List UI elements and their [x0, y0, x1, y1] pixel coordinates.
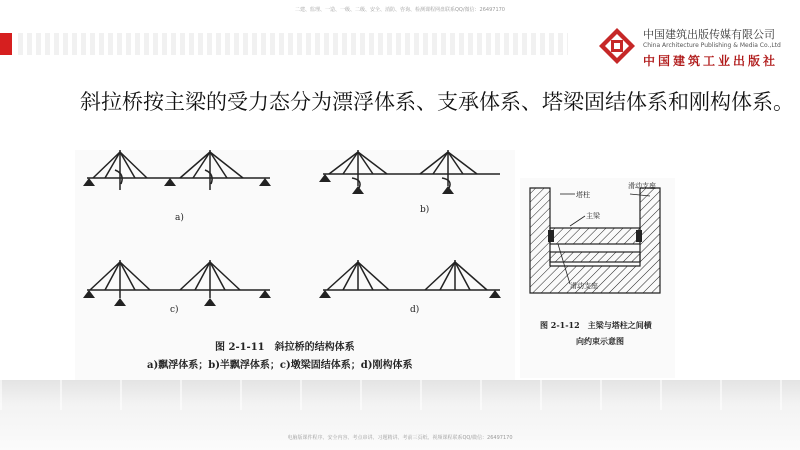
publisher-name-cn-calligraphy: 中国建筑工业出版社	[643, 54, 779, 68]
figure1-caption-sub: a)飘浮体系；b)半飘浮体系；c)墩梁固结体系；d)刚构体系	[147, 360, 413, 371]
bottom-watermark-note: 电脑版课件程序、安全内容、考点串讲、习题精讲、考前三页纸、视频课程联系QQ/微信：26497170	[287, 435, 513, 441]
diagram-d-rigid	[323, 260, 500, 290]
label-bearing-bottom: 滑动支座	[570, 282, 598, 290]
floor-lines	[0, 380, 800, 410]
decorative-stripes	[18, 33, 568, 55]
label-bearing-top: 滑动支座	[628, 182, 656, 190]
publisher-logo-icon	[597, 26, 637, 66]
diagram-a-floating	[87, 150, 270, 190]
label-tower: 塔柱	[576, 191, 590, 199]
slide-heading: 斜拉桥按主梁的受力态分为漂浮体系、支承体系、塔梁固结体系和刚构体系。	[80, 90, 794, 114]
figure1-caption-title: 图 2-1-11 斜拉桥的结构体系	[215, 342, 355, 353]
diagram-c-fixed	[87, 260, 270, 298]
accent-bar	[0, 33, 12, 55]
label-d: d)	[410, 305, 420, 315]
diagram-b-semi-floating	[323, 150, 500, 188]
label-girder: 主梁	[586, 212, 600, 220]
label-c: c)	[170, 305, 179, 315]
publisher-name-cn: 中国建筑出版传媒有限公司	[643, 28, 775, 41]
publisher-name-en: China Architecture Publishing & Media Co.,Ltd	[643, 42, 781, 49]
label-a: a)	[175, 213, 184, 223]
figure-lateral-restraint	[520, 178, 675, 378]
figure2-caption-line2: 向约束示意图	[576, 336, 624, 346]
label-b: b)	[420, 205, 430, 215]
figure-structural-systems	[75, 150, 515, 380]
figure2-caption-line1: 图 2-1-12 主梁与塔柱之间横	[540, 320, 652, 330]
top-watermark-note: 二建、监理、一造、一级、二级、安全、消防、咨询、检测课程网盘联系QQ/微信：26497170	[294, 7, 505, 13]
